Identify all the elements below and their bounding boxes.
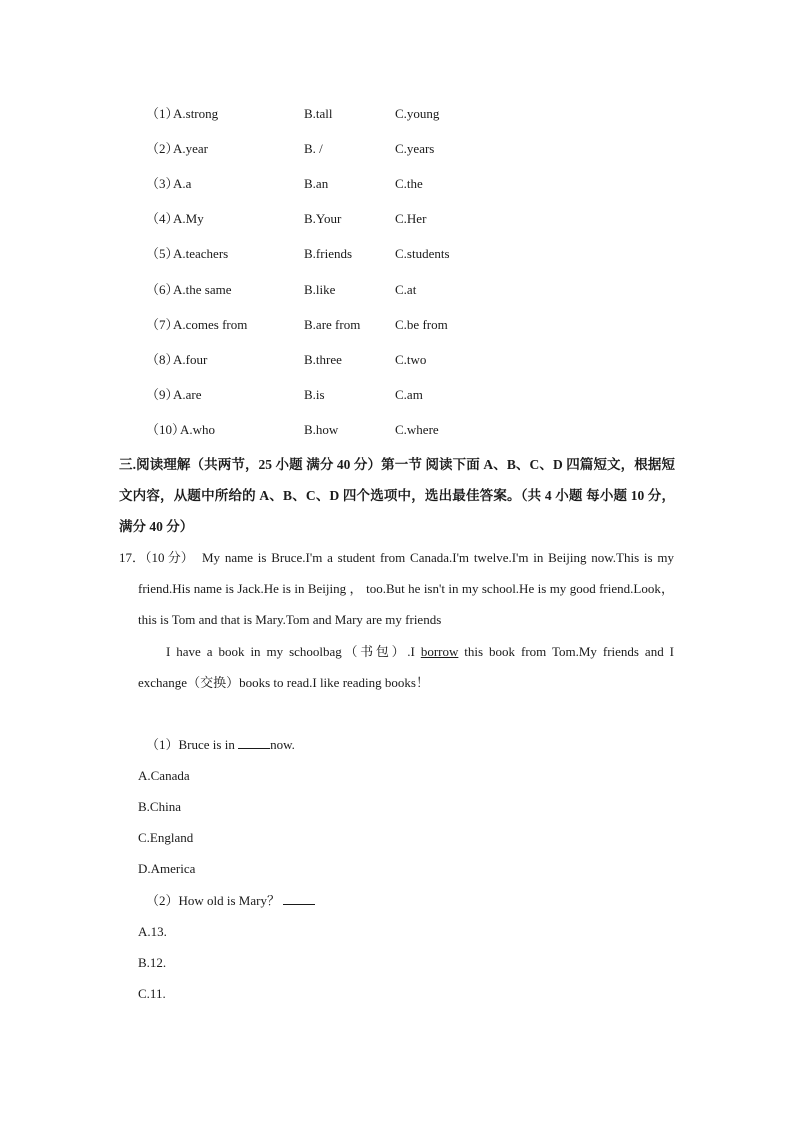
sub-question-2-stem: （2）How old is Mary？ xyxy=(146,891,315,911)
option-a: A.the same xyxy=(173,282,232,297)
question-number-9: （9） xyxy=(146,387,179,402)
question-number-3: （3） xyxy=(146,176,179,191)
passage-paragraph-2 xyxy=(138,636,674,698)
question-number: 17． xyxy=(119,550,146,565)
section-heading: 三.阅读理解（共两节，25 小题 满分 40 分）第一节 阅读下面 A、B、C、D 四篇短文，根据短文内容，从题中所给的 A、B、C、D 四个选项中，选出最佳答案。（共 4 小题 每小题 10 分，满分 40 分） xyxy=(119,457,675,534)
question-number-4: （4） xyxy=(146,211,179,226)
choice-d: D.America xyxy=(138,861,196,876)
sub-question-1-stem: （1）Bruce is in now. xyxy=(146,737,295,752)
option-b: B.three xyxy=(304,352,342,367)
option-c: C.students xyxy=(395,246,450,261)
question-number-2: （2） xyxy=(146,141,179,156)
question-number-10: （10） xyxy=(146,422,186,437)
option-c: C.Her xyxy=(395,211,427,226)
option-a: A.who xyxy=(180,422,216,437)
choice-b: B.China xyxy=(138,799,181,814)
question-number-5: （5） xyxy=(146,246,179,261)
option-c: C.where xyxy=(395,422,439,437)
option-c: C.young xyxy=(395,106,440,121)
choice-c: C.England xyxy=(138,830,194,845)
question-score: （10 分） xyxy=(145,550,194,565)
passage-paragraph-1: My name is Bruce.I'm a student from Canada.I'm twelve.I'm in Beijing now.This is my friend.His name is Jack.He is in Beijing ， too.But he isn't in my school.He is my good friend.Look，this is Tom and that is Mary.Tom and Mary are my friends xyxy=(138,550,674,627)
option-c: C.am xyxy=(395,387,423,402)
choice-c: C.11. xyxy=(138,986,166,1001)
option-c: C.years xyxy=(395,141,435,156)
option-b: B.friends xyxy=(304,246,353,261)
option-a: A.are xyxy=(173,387,202,402)
choice-a: A.13. xyxy=(138,924,167,939)
option-b: B.is xyxy=(304,387,325,402)
option-a: A.teachers xyxy=(173,246,229,261)
option-b: B.an xyxy=(304,176,329,191)
option-a: A.strong xyxy=(173,106,219,121)
underlined-word: borrow xyxy=(420,644,459,659)
option-a: A.a xyxy=(173,176,192,191)
option-c: C.be from xyxy=(395,317,448,332)
option-a: A.comes from xyxy=(173,317,248,332)
question-number-7: （7） xyxy=(146,317,179,332)
option-c: C.two xyxy=(395,352,427,367)
option-c: C.at xyxy=(395,282,417,297)
option-a: A.My xyxy=(173,211,204,226)
option-b: B.how xyxy=(304,422,339,437)
option-b: B.like xyxy=(304,282,336,297)
option-b: B.Your xyxy=(304,211,342,226)
option-b: B. / xyxy=(304,141,323,156)
answer-blank xyxy=(238,736,270,749)
passage-text: this book from Tom.My friends and I exchange（交换）books to read.I like reading books！ xyxy=(138,644,674,690)
question-number-6: （6） xyxy=(146,282,179,297)
answer-blank xyxy=(283,892,315,905)
choice-b: B.12. xyxy=(138,955,167,970)
option-a: A.year xyxy=(173,141,209,156)
option-b: B.tall xyxy=(304,106,333,121)
passage-text: I have a book in my schoolbag（书包）.I xyxy=(166,644,421,659)
question-number-1: （1） xyxy=(146,106,179,121)
option-c: C.the xyxy=(395,176,423,191)
option-a: A.four xyxy=(173,352,208,367)
question-number-8: （8） xyxy=(146,352,179,367)
option-b: B.are from xyxy=(304,317,361,332)
choice-a: A.Canada xyxy=(138,768,190,783)
